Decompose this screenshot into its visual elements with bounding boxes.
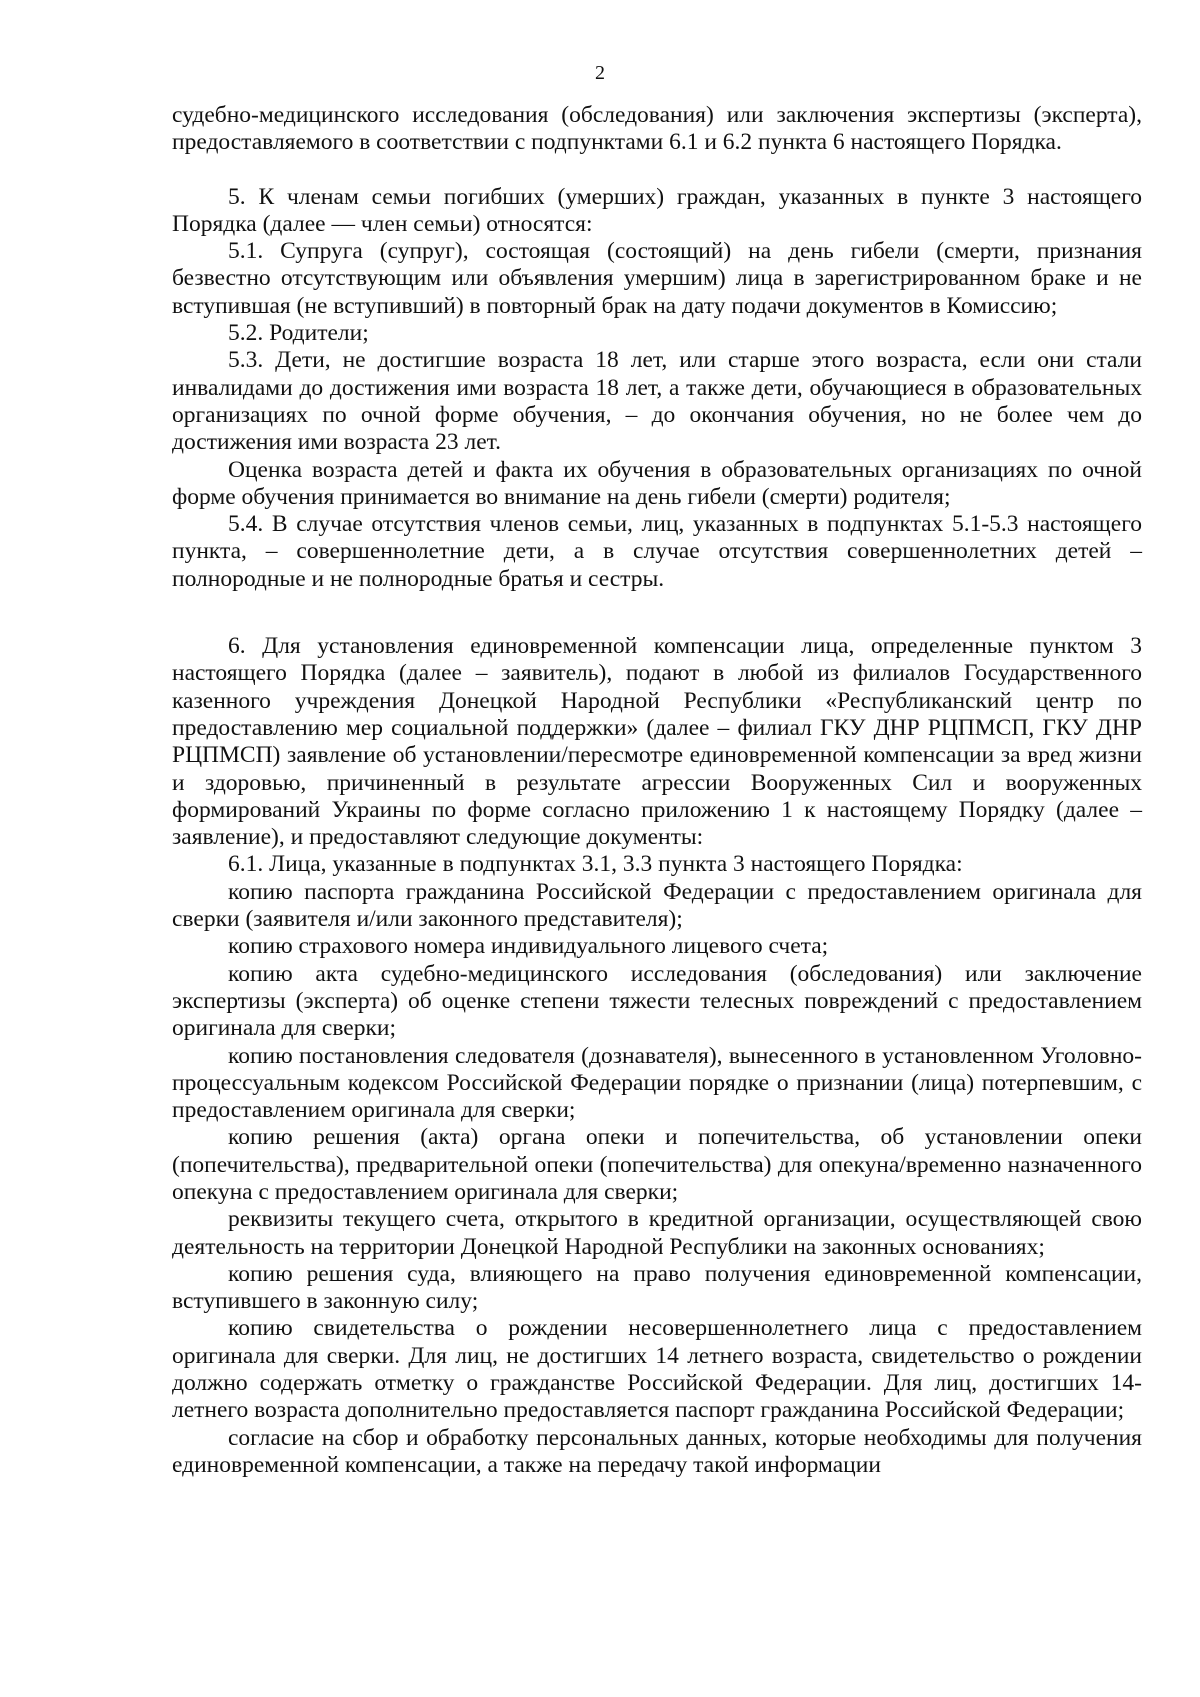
document-body [172,102,1142,1479]
document-list-item: копию акта судебно-медицинского исследования (обследования) или заключение экспертизы (эксперта) об оценке степени тяжести телесных повреждений с предоставлением оригинала для сверки; [172,960,1142,1042]
paragraph-item-6-1: 6.1. Лица, указанные в подпунктах 3.1, 3.3 пункта 3 настоящего Порядка: [228,851,963,878]
paragraph-item-5: 5. К членам семьи погибших (умерших) граждан, указанных в пункте 3 настоящего Порядка (далее — член семьи) относятся: [172,183,1142,237]
page-number: 2 [595,62,605,84]
paragraph-continuation: судебно-медицинского исследования (обследования) или заключения экспертизы (эксперта), предоставляемого в соответствии с подпунктами 6.1 и 6.2 пункта 6 настоящего Порядка. [172,102,1142,156]
paragraph-item-5-3: 5.3. Дети, не достигшие возраста 18 лет, или старше этого возраста, если они стали инвалидами до достижения ими возраста 18 лет, а также дети, обучающиеся в образовательных организациях по очной форме обучения, – до окончания обучения, но не более чем до достижения ими возраста 23 лет. [172,347,1142,456]
document-list-item: копию постановления следователя (дознавателя), вынесенного в установленном Уголовно-процессуальным кодексом Российской Федерации порядке о признании (лица) потерпевшим, с предоставлением оригинала для сверки; [172,1042,1142,1124]
paragraph-item-5-2: 5.2. Родители; [228,320,369,347]
document-list-item: реквизиты текущего счета, открытого в кредитной организации, осуществляющей свою деятельность на территории Донецкой Народной Республики на законных основаниях; [172,1206,1142,1260]
paragraph-item-6: 6. Для установления единовременной компенсации лица, определенные пунктом 3 настоящего Порядка (далее – заявитель), подают в любой из филиалов Государственного казенного учреждения Донецкой Народной Республики «Республиканский центр по предоставлению мер социальной поддержки» (далее – филиал ГКУ ДНР РЦПМСП, ГКУ ДНР РЦПМСП) заявление об установлении/пересмотре единовременной компенсации за вред жизни и здоровью, причиненный в результате агрессии Вооруженных Сил и вооруженных формирований Украины по форме согласно приложению 1 к настоящему Порядку (далее – заявление), и предоставляют следующие документы: [172,633,1142,851]
document-list-item: копию решения (акта) органа опеки и попечительства, об установлении опеки (попечительства), предварительной опеки (попечительства) для опекуна/временно назначенного опекуна с предоставлением оригинала для сверки; [172,1124,1142,1205]
document-list-item: копию решения суда, влияющего на право получения единовременной компенсации, вступившего в законную силу; [172,1260,1142,1315]
document-list-item: копию паспорта гражданина Российской Федерации с предоставлением оригинала для сверки (заявителя и/или законного представителя); [172,878,1142,933]
document-list-item: копию страхового номера индивидуального лицевого счета; [228,933,829,960]
paragraph-age-assessment: Оценка возраста детей и факта их обучения в образовательных организациях по очной форме обучения принимается во внимание на день гибели (смерти) родителя; [172,456,1142,510]
document-list-item: копию свидетельства о рождении несовершеннолетнего лица с предоставлением оригинала для сверки. Для лиц, не достигших 14 летнего возраста, свидетельство о рождении должно содержать отметку о гражданстве Российской Федерации. Для лиц, достигших 14-летнего возраста дополнительно предоставляется паспорт гражданина Российской Федерации; [172,1315,1142,1424]
paragraph-item-5-1: 5.1. Супруга (супруг), состоящая (состоящий) на день гибели (смерти, признания безвестно отсутствующим или объявления умершим) лица в зарегистрированном браке и не вступившая (не вступивший) в повторный брак на дату подачи документов в Комиссию; [172,238,1142,319]
document-list-item: согласие на сбор и обработку персональных данных, которые необходимы для получения единовременной компенсации, а также на передачу такой информации [172,1424,1142,1478]
paragraph-item-5-4: 5.4. В случае отсутствия членов семьи, лиц, указанных в подпунктах 5.1-5.3 настоящего пункта, – совершеннолетние дети, а в случае отсутствия совершеннолетних детей – полнородные и не полнородные братья и сестры. [172,511,1142,592]
